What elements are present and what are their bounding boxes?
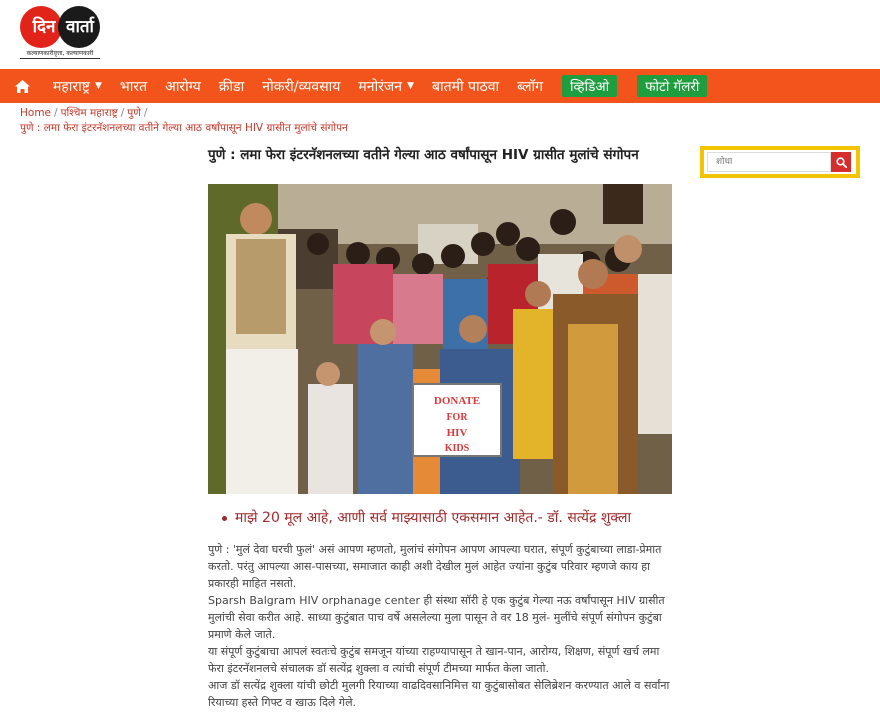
breadcrumb-region[interactable]: पश्चिम महाराष्ट्र — [60, 107, 118, 119]
article-quote — [222, 508, 682, 528]
nav-item-blog[interactable]: ब्लॉग — [517, 78, 544, 95]
nav-label: महाराष्ट्र — [53, 78, 90, 95]
nav-label: मनोरंजन — [358, 78, 403, 95]
nav-item-krida[interactable]: क्रीडा — [218, 78, 245, 95]
site-header — [0, 0, 880, 68]
breadcrumb-separator: / — [120, 107, 125, 119]
search-button[interactable] — [831, 152, 851, 172]
nav-gallery-button[interactable]: फोटो गॅलरी — [637, 75, 707, 97]
photo-sign-line1: DONATE — [433, 395, 481, 407]
article-photo — [208, 184, 672, 494]
nav-item-naukri[interactable]: नोकरी/व्यवसाय — [262, 78, 341, 95]
article-paragraph: आज डॉ सत्येंद्र शुक्ला यांची छोटी मुलगी रियाच्या वाढदिवसानिमित्त या कुटुंबासोबत सेलिब्रेशन करण्यात आले व सर्वांना रियाच्या हस्ते गिफ्ट व खाऊ दिले गेले. — [208, 679, 670, 709]
breadcrumb-separator: / — [143, 107, 148, 119]
photo-sign-line2: FOR — [446, 412, 468, 423]
photo-sign-line3: HIV — [446, 427, 468, 439]
article-paragraph: पुणे : 'मुलं देवा घरची फुलं' असं आपण म्हणतो, मुलांचं संगोपन आपण आपल्या घरात, संपूर्ण कुटुंबाच्या लाडा-प्रेमात करतो. परंतु आपल्या आस-पासच्या, समाजात काही अशी देखील मुलं आहेत ज्यांना कुटुंब परिवार म्हणजे काय हा प्रकारही माहित नसतो. — [208, 543, 662, 590]
nav-item-maharashtra[interactable] — [44, 69, 111, 103]
article-body — [208, 541, 674, 711]
breadcrumb — [20, 106, 380, 136]
nav-item-manoranjan[interactable] — [349, 69, 423, 103]
logo-text-left: दिन — [32, 17, 56, 37]
nav-item-arogya[interactable]: आरोग्य — [165, 78, 201, 95]
search-icon — [836, 157, 847, 168]
photo-sign-line4: KIDS — [444, 443, 470, 454]
logo-tagline: कल्याणकारीवृत्ता, कल्याणकारी — [20, 50, 100, 59]
bullet-icon — [222, 516, 227, 521]
breadcrumb-city[interactable]: पुणे — [127, 107, 141, 119]
breadcrumb-home[interactable]: Home — [20, 107, 52, 119]
nav-item-send-news[interactable]: बातमी पाठवा — [432, 78, 500, 95]
breadcrumb-current: पुणे : लमा फेरा इंटरनॅशनलच्या वतीने गेल्या आठ वर्षांपासून HIV ग्रासीत मुलांचे संगोपन — [20, 122, 348, 134]
nav-item-bharat[interactable]: भारत — [119, 78, 148, 95]
search-input[interactable] — [707, 152, 831, 172]
search-widget — [700, 146, 860, 178]
breadcrumb-separator: / — [54, 107, 58, 119]
article-title: पुणे : लमा फेरा इंटरनॅशनलच्या वतीने गेल्या आठ वर्षांपासून HIV ग्रासीत मुलांचे संगोपन — [208, 147, 639, 163]
quote-text: माझे 20 मूल आहे, आणी सर्व माझ्यासाठी एकसमान आहेत.- डॉ. सत्येंद्र शुक्ला — [235, 510, 632, 526]
article-paragraph: या संपूर्ण कुटुंबाचा आपलं स्वतःचे कुटुंब समजून यांच्या राहण्यापासून ते खान-पान, आरोग्य, शिक्षण, संपूर्ण खर्च लमा फेरा इंटरनॅशनलचे संचालक डॉ सत्येंद्र शुक्ला व त्यांची संपूर्ण टीमच्या मार्फत केला जातो. — [208, 645, 660, 675]
main-nav — [0, 69, 880, 103]
nav-video-button[interactable]: व्हिडिओ — [562, 75, 617, 97]
home-icon[interactable] — [0, 69, 44, 103]
article-paragraph: Sparsh Balgram HIV orphanage center ही संस्था सॉरी हे एक कुटुंब गेल्या नऊ वर्षांपासून HIV ग्रासीत मुलांची सेवा करीत आहे. साध्या कुटुंबात पाच वर्षे असलेल्या मुला पासून ते वर 18 मुलं- मुलींचे संपूर्ण संगोपन कुटुंबा प्रमाणे केले जाते. — [208, 594, 665, 641]
logo-text-right: वार्ता — [66, 17, 94, 37]
chevron-down-icon: ▼ — [94, 81, 102, 91]
chevron-down-icon: ▼ — [407, 81, 414, 91]
site-logo[interactable] — [20, 6, 98, 58]
